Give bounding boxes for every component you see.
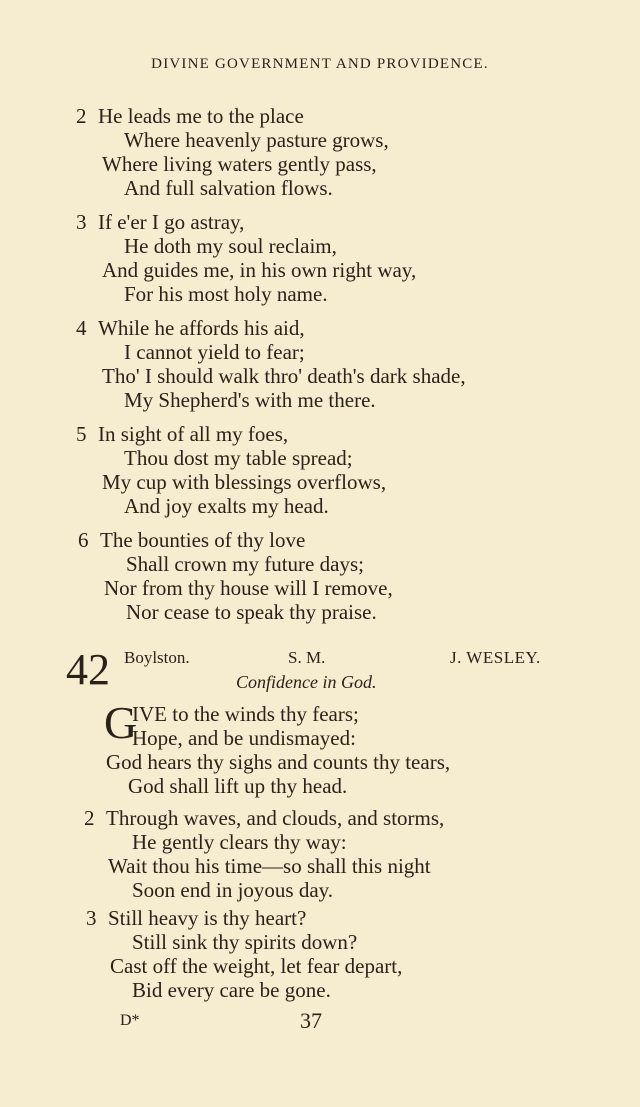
stanza-number: 3 [86, 906, 97, 930]
stanza-number: 2 [84, 806, 95, 830]
verse-line [84, 830, 444, 854]
line-text: Still heavy is thy heart? [108, 906, 307, 930]
line-text: Thou dost my table spread; [124, 446, 353, 470]
running-header: DIVINE GOVERNMENT AND PROVIDENCE. [151, 56, 489, 72]
line-text: And full salvation flows. [124, 176, 333, 200]
verse-line [78, 552, 393, 576]
line-text: And joy exalts my head. [124, 494, 329, 518]
verse-line [76, 446, 386, 470]
verse-line [76, 340, 466, 364]
line-text: Tho' I should walk thro' death's dark shade, [102, 364, 466, 388]
hymn-subtitle: Confidence in God. [236, 672, 377, 692]
verse-line [84, 878, 444, 902]
stanza-6 [78, 528, 393, 624]
verse-line [78, 576, 393, 600]
line-text: Bid every care be gone. [132, 978, 331, 1002]
line-text: God hears thy sighs and counts thy tears, [106, 750, 451, 774]
line-text: I cannot yield to fear; [124, 340, 305, 364]
verse-line [86, 930, 402, 954]
hymn-number: 42 [66, 645, 110, 694]
hymn42-stanza-2 [84, 806, 444, 902]
meter: S. M. [288, 648, 326, 667]
line-text: Shall crown my future days; [126, 552, 364, 576]
verse-line [76, 234, 416, 258]
stanza-5 [76, 422, 386, 518]
line-text: He gently clears thy way: [132, 830, 347, 854]
line-text: Still sink thy spirits down? [132, 930, 358, 954]
line-text: Cast off the weight, let fear depart, [110, 954, 403, 978]
verse-line [76, 128, 389, 152]
verse-line [104, 726, 450, 750]
stanza-number: 4 [76, 316, 87, 340]
verse-line [76, 176, 389, 200]
line-text: My Shepherd's with me there. [124, 388, 376, 412]
line-text: Where living waters gently pass, [102, 152, 377, 176]
tune-name: Boylston. [124, 648, 190, 667]
line-text: The bounties of thy love [100, 528, 306, 552]
line-text: IVE to the winds thy fears; [132, 702, 359, 726]
line-text: He leads me to the place [98, 104, 304, 128]
verse-line [76, 210, 416, 234]
hymn42-stanza-3 [86, 906, 402, 1002]
verse-line [76, 104, 389, 128]
verse-line [78, 528, 393, 552]
stanza-4 [76, 316, 466, 412]
line-text: My cup with blessings overflows, [102, 470, 387, 494]
line-text: Soon end in joyous day. [132, 878, 334, 902]
line-text: In sight of all my foes, [98, 422, 289, 446]
verse-line [84, 806, 444, 830]
verse-line [76, 494, 386, 518]
verse-line [104, 750, 450, 774]
line-text: Hope, and be undismayed: [132, 726, 356, 750]
line-text: Wait thou his time—so shall this night [108, 854, 431, 878]
verse-line [104, 702, 450, 726]
verse-line [76, 258, 416, 282]
line-text: Nor from thy house will I remove, [104, 576, 393, 600]
stanza-number: 5 [76, 422, 87, 446]
stanza-number: 2 [76, 104, 87, 128]
verse-line [104, 774, 450, 798]
verse-line [76, 316, 466, 340]
line-text: He doth my soul reclaim, [124, 234, 337, 258]
stanza-number: 6 [78, 528, 89, 552]
verse-line [84, 854, 444, 878]
verse-line [86, 954, 402, 978]
page-number: 37 [300, 1008, 322, 1033]
verse-line [86, 906, 402, 930]
verse-line [78, 600, 393, 624]
line-text: If e'er I go astray, [98, 210, 245, 234]
hymn42-stanza-1 [104, 697, 451, 798]
line-text: God shall lift up thy head. [128, 774, 348, 798]
verse-line [76, 470, 386, 494]
line-text: While he affords his aid, [98, 316, 305, 340]
line-text: For his most holy name. [124, 282, 328, 306]
verse-line [86, 978, 402, 1002]
stanza-number: 3 [76, 210, 87, 234]
line-text: Through waves, and clouds, and storms, [106, 806, 445, 830]
verse-line [76, 152, 389, 176]
verse-line [76, 282, 416, 306]
stanza-3 [76, 210, 416, 306]
line-text: And guides me, in his own right way, [102, 258, 417, 282]
signature-mark: D* [120, 1012, 140, 1029]
drop-cap: G [104, 697, 138, 748]
stanza-2 [76, 104, 389, 200]
line-text: Nor cease to speak thy praise. [126, 600, 377, 624]
verse-line [76, 388, 466, 412]
line-text: Where heavenly pasture grows, [124, 128, 389, 152]
author: J. WESLEY. [450, 648, 541, 667]
verse-line [76, 364, 466, 388]
verse-line [76, 422, 386, 446]
